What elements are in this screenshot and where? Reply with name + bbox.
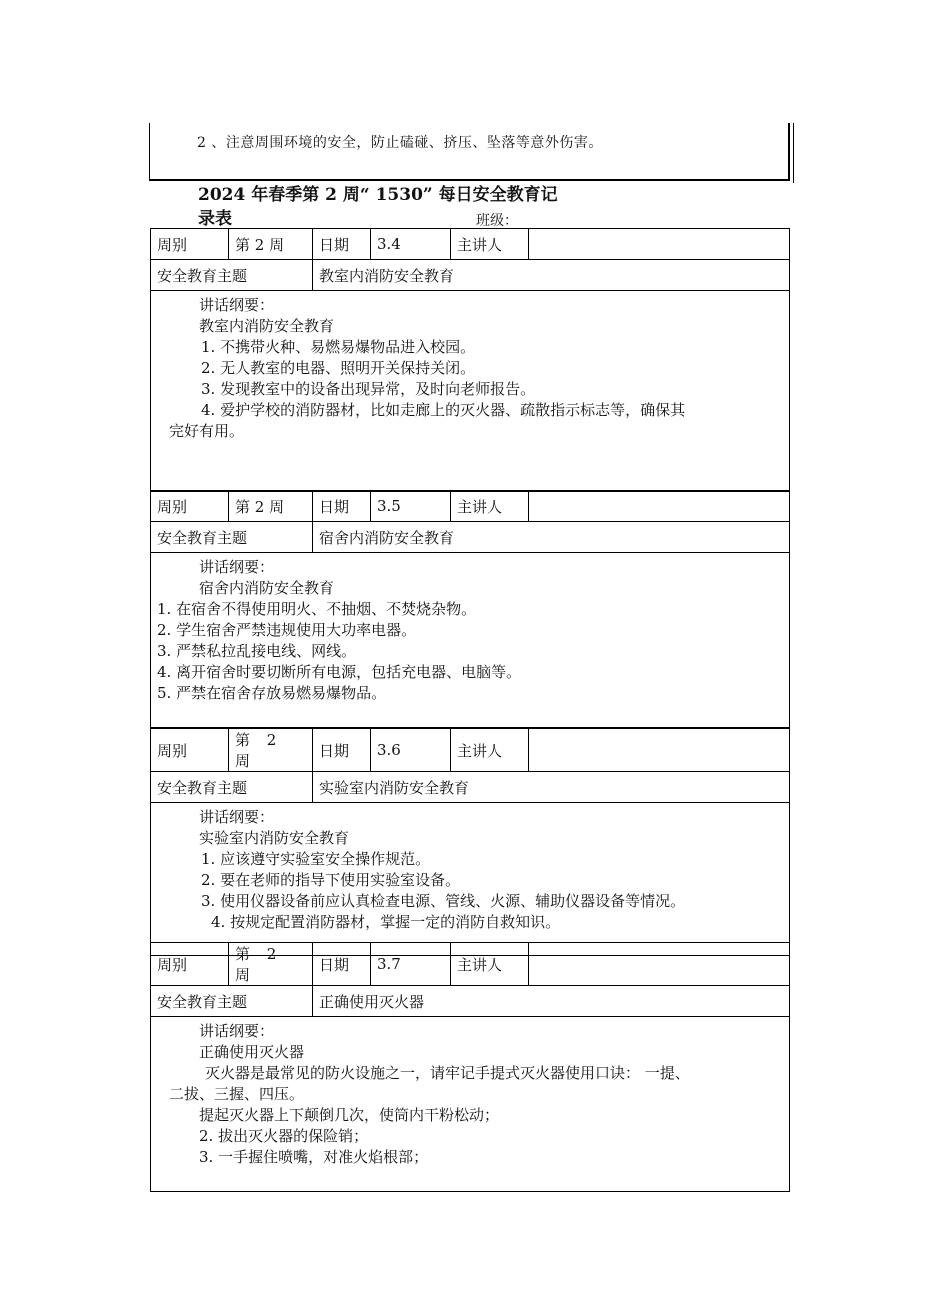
outline-line: 4. 离开宿舍时要切断所有电源，包括充电器、电脑等。 [157,663,522,681]
outline-line: 3. 发现教室中的设备出现异常，及时向老师报告。 [201,380,536,398]
outline-title: 讲话纲要： [199,296,275,314]
outline-line: 提起灭火器上下颠倒几次，使筒内干粉松动； [199,1106,500,1124]
outline-line: 4. 爱护学校的消防器材，比如走廊上的灭火器、疏散指示标志等，确保其 [201,401,686,419]
previous-record-line: 2 、注意周围环境的安全，防止磕碰、挤压、坠落等意外伤害。 [197,135,603,151]
outline-line: 教室内消防安全教育 [199,317,335,335]
outline-title: 讲话纲要： [199,808,275,826]
outline-line: 4. 按规定配置消防器材，掌握一定的消防自救知识。 [211,913,561,931]
topic-value: 正确使用灭火器 [313,986,790,1017]
date-label: 日期 [313,729,371,772]
date-value: 3.6 [371,729,451,772]
outline-line: 3. 严禁私拉乱接电线、网线。 [157,642,357,660]
outline-row [151,291,790,492]
topic-row [151,260,790,291]
record-table-3 [150,728,790,956]
outline-cell [151,803,790,956]
outline-row [151,803,790,956]
topic-value: 教室内消防安全教育 [313,260,790,291]
outline-cell [151,291,790,492]
outline-line: 5. 严禁在宿舍存放易燃易爆物品。 [157,684,387,702]
outline-line: 1. 在宿舍不得使用明火、不抽烟、不焚烧杂物。 [157,600,477,618]
outline-line: 2. 学生宿舍严禁违规使用大功率电器。 [157,621,417,639]
date-label: 日期 [313,229,371,260]
week-value: 第 2 周 [229,229,313,260]
record-header-row [151,229,790,260]
topic-row [151,772,790,803]
outline-line: 3. 一手握住喷嘴，对准火焰根部； [199,1148,429,1166]
outline-line: 完好有用。 [169,422,245,440]
speaker-label: 主讲人 [451,943,529,986]
outline-line: 2. 无人教室的电器、照明开关保持关闭。 [201,359,476,377]
title-line-2: 录表 [198,209,232,229]
topic-value: 宿舍内消防安全教育 [313,522,790,553]
speaker-value [529,229,790,260]
speaker-value [529,729,790,772]
record-header-row [151,491,790,522]
week-label: 周别 [151,943,229,986]
speaker-label: 主讲人 [451,491,529,522]
speaker-value [529,943,790,986]
week-label: 周别 [151,491,229,522]
date-value: 3.5 [371,491,451,522]
outline-line: 二拔、三握、四压。 [169,1085,305,1103]
topic-value: 实验室内消防安全教育 [313,772,790,803]
outline-line: 2. 拔出灭火器的保险销； [199,1127,369,1145]
date-value: 3.4 [371,229,451,260]
week-value: 第 2 周 [229,491,313,522]
date-value: 3.7 [371,943,451,986]
outline-line: 正确使用灭火器 [199,1043,305,1061]
outline-line: 2. 要在老师的指导下使用实验室设备。 [201,871,461,889]
speaker-label: 主讲人 [451,729,529,772]
date-label: 日期 [313,491,371,522]
outline-line: 宿舍内消防安全教育 [199,579,335,597]
week-value: 第 2 周 [229,943,313,986]
topic-label: 安全教育主题 [151,986,313,1017]
outline-row [151,1017,790,1192]
outline-line: 3. 使用仪器设备前应认真检查电源、管线、火源、辅助仪器设备等情况。 [201,892,686,910]
topic-row [151,986,790,1017]
outline-cell [151,553,790,728]
record-table-4 [150,942,790,1192]
outline-row [151,553,790,728]
record-header-row [151,729,790,772]
outline-line: 灭火器是最常见的防火设施之一，请牢记手提式灭火器使用口诀： 一提、 [205,1064,690,1082]
class-label: 班级： [476,213,518,229]
speaker-value [529,491,790,522]
record-table-1 [150,228,790,492]
outline-cell [151,1017,790,1192]
outline-title: 讲话纲要： [199,1022,275,1040]
topic-label: 安全教育主题 [151,260,313,291]
week-value: 第 2 周 [229,729,313,772]
outline-line: 1. 应该遵守实验室安全操作规范。 [201,850,431,868]
record-header-row [151,943,790,986]
outline-line: 1. 不携带火种、易燃易爆物品进入校园。 [201,338,476,356]
topic-label: 安全教育主题 [151,522,313,553]
outline-line: 实验室内消防安全教育 [199,829,350,847]
box-edge-mark [789,123,794,183]
week-label: 周别 [151,229,229,260]
week-label: 周别 [151,729,229,772]
outline-title: 讲话纲要： [199,558,275,576]
topic-label: 安全教育主题 [151,772,313,803]
topic-row [151,522,790,553]
title-line-1: 2024 年春季第 2 周“ 1530” 每日安全教育记 [198,185,558,205]
previous-record-box [149,123,790,181]
speaker-label: 主讲人 [451,229,529,260]
date-label: 日期 [313,943,371,986]
record-table-2 [150,490,790,728]
